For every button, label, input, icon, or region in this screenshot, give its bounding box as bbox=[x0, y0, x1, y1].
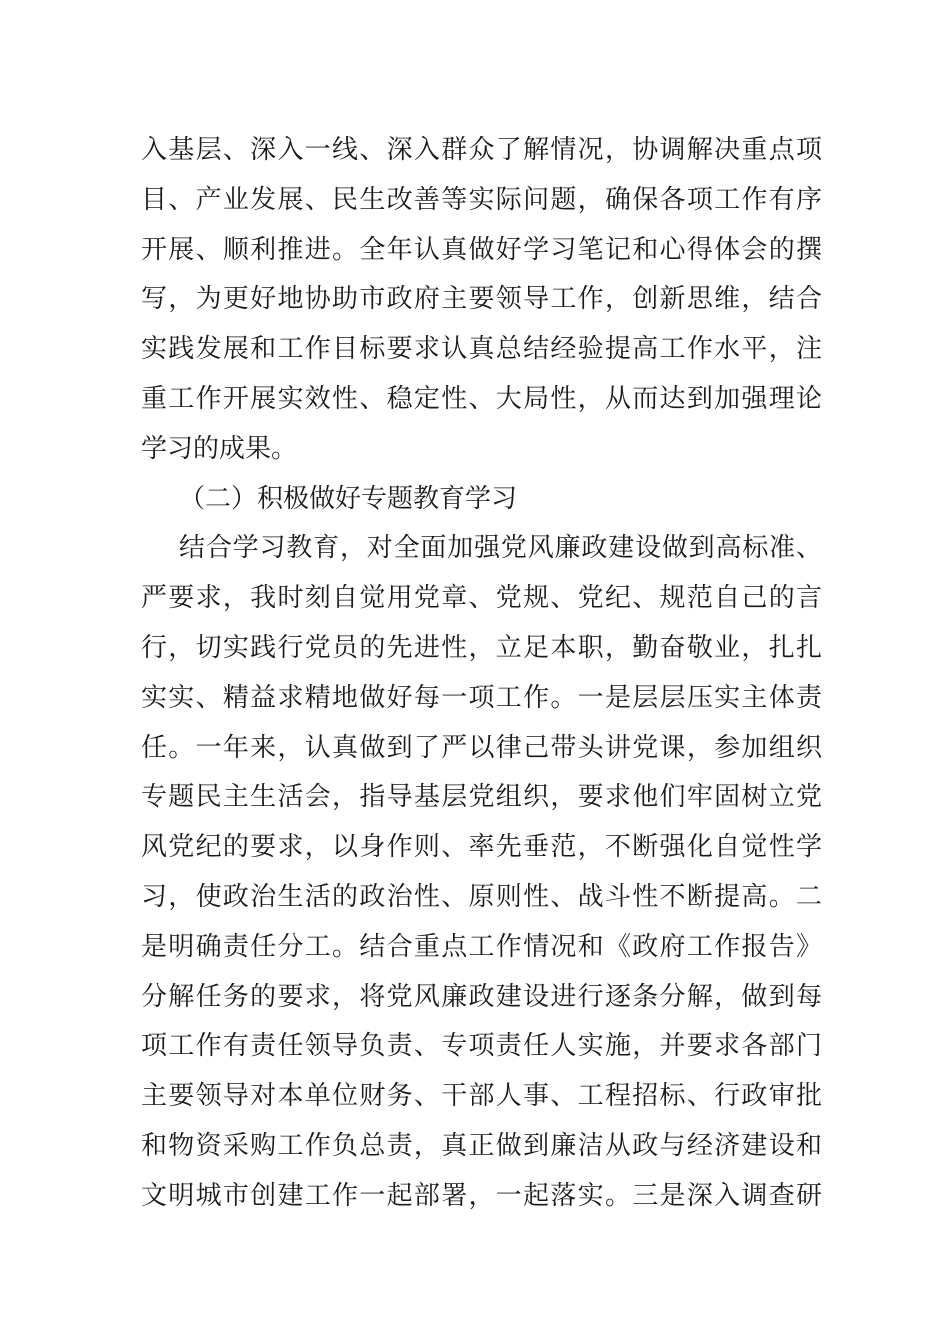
paragraph-line: 目、产业发展、民生改善等实际问题，确保各项工作有序 bbox=[141, 184, 822, 214]
document-text-block bbox=[141, 125, 822, 1221]
paragraph-line: 和物资采购工作负总责，真正做到廉洁从政与经济建设和 bbox=[141, 1130, 822, 1160]
paragraph-line: 结合学习教育，对全面加强党风廉政建设做到高标准、 bbox=[179, 533, 822, 563]
paragraph-line: 任。一年来，认真做到了严以律己带头讲党课，参加组织 bbox=[141, 732, 822, 762]
paragraph-line: 主要领导对本单位财务、干部人事、工程招标、行政审批 bbox=[141, 1081, 822, 1111]
paragraph-line: 学习的成果。 bbox=[141, 433, 298, 463]
paragraph-line: 实践发展和工作目标要求认真总结经验提高工作水平，注 bbox=[141, 334, 822, 364]
paragraph-line: 实实、精益求精地做好每一项工作。一是层层压实主体责 bbox=[141, 682, 822, 712]
paragraph-line: 严要求，我时刻自觉用党章、党规、党纪、规范自己的言 bbox=[141, 583, 822, 613]
paragraph-line: 项工作有责任领导负责、专项责任人实施，并要求各部门 bbox=[141, 1031, 822, 1061]
paragraph-line: 行，切实践行党员的先进性，立足本职，勤奋敬业，扎扎 bbox=[141, 632, 822, 662]
paragraph-line: 专题民主生活会，指导基层党组织，要求他们牢固树立党 bbox=[141, 782, 822, 812]
paragraph-line: 是明确责任分工。结合重点工作情况和《政府工作报告》 bbox=[141, 931, 822, 961]
paragraph-line: 分解任务的要求，将党风廉政建设进行逐条分解，做到每 bbox=[141, 981, 822, 1011]
paragraph-line: 习，使政治生活的政治性、原则性、战斗性不断提高。二 bbox=[141, 881, 822, 911]
paragraph-line: 入基层、深入一线、深入群众了解情况，协调解决重点项 bbox=[141, 135, 822, 164]
paragraph-line: 开展、顺利推进。全年认真做好学习笔记和心得体会的撰 bbox=[141, 234, 822, 264]
paragraph-line: 文明城市创建工作一起部署，一起落实。三是深入调查研 bbox=[141, 1180, 822, 1210]
paragraph-line: 重工作开展实效性、稳定性、大局性，从而达到加强理论 bbox=[141, 383, 822, 413]
paragraph-line: 风党纪的要求，以身作则、率先垂范，不断强化自觉性学 bbox=[141, 832, 822, 862]
section-heading-line: （二）积极做好专题教育学习 bbox=[179, 483, 518, 513]
paragraph-line: 写，为更好地协助市政府主要领导工作，创新思维，结合 bbox=[141, 284, 822, 314]
